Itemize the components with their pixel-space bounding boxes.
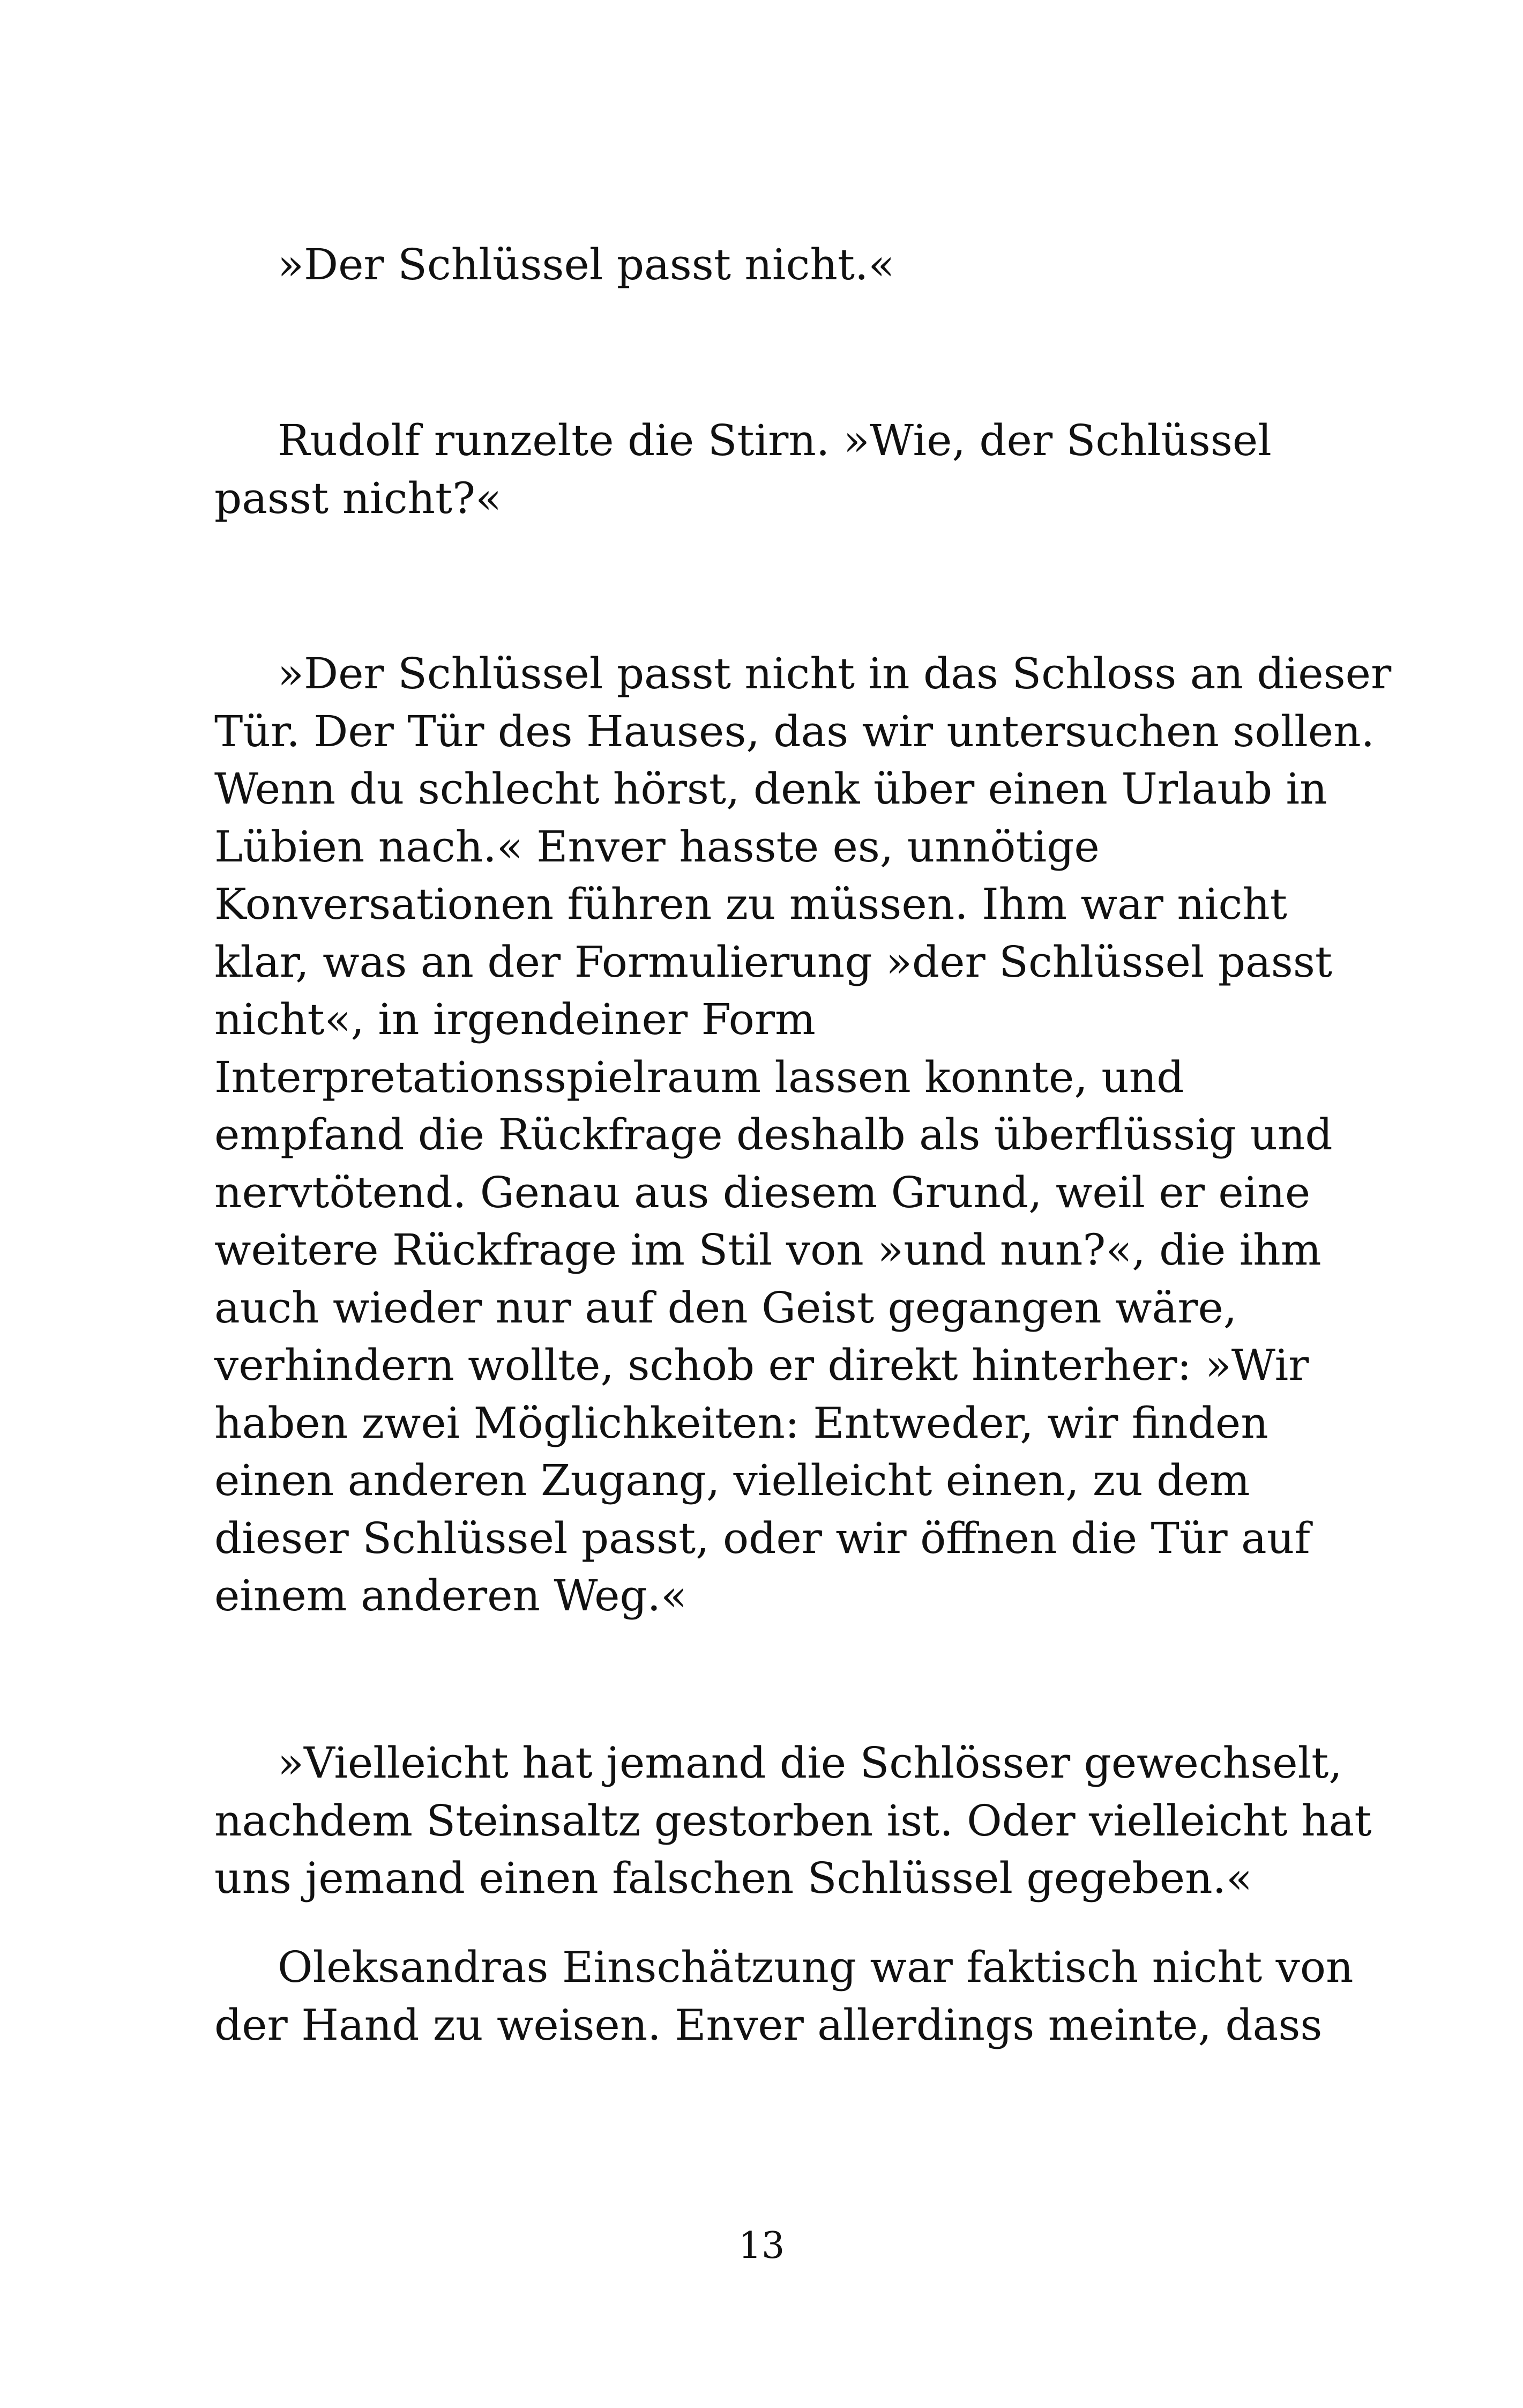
text-line: »Vielleicht hat jemand die Schlösser gewechselt, — [278, 1738, 1342, 1788]
text-line: empfand die Rückfrage deshalb als überflüssig und — [214, 1110, 1333, 1160]
text-line: nachdem Steinsaltz gestorben ist. Oder vielleicht hat — [214, 1795, 1372, 1846]
text-line: dieser Schlüssel passt, oder wir öffnen die Tür auf — [214, 1513, 1310, 1563]
paragraph-4 — [214, 1734, 1372, 1907]
text-line: passt nicht?« — [214, 473, 502, 523]
text-line: »Der Schlüssel passt nicht in das Schloss an dieser — [278, 649, 1392, 698]
text-line: haben zwei Möglichkeiten: Entweder, wir finden — [214, 1398, 1268, 1448]
text-line: einen anderen Zugang, vielleicht einen, zu dem — [214, 1455, 1250, 1505]
text-line: auch wieder nur auf den Geist gegangen wäre, — [214, 1282, 1237, 1333]
text-line: verhindern wollte, schob er direkt hinterher: »Wir — [214, 1340, 1309, 1390]
text-line: der Hand zu weisen. Enver allerdings meinte, dass — [214, 2000, 1323, 2050]
text-line: Konversationen führen zu müssen. Ihm war nicht — [214, 879, 1287, 929]
text-line: Interpretationsspielraum lassen konnte, und — [214, 1052, 1184, 1102]
text-line: »Der Schlüssel passt nicht.« — [278, 240, 895, 289]
text-line: Lübien nach.« Enver hasste es, unnötige — [214, 821, 1100, 872]
text-line: weitere Rückfrage im Stil von »und nun?«, die ihm — [214, 1225, 1322, 1275]
text-line: nervtötend. Genau aus diesem Grund, weil er eine — [214, 1167, 1311, 1217]
text-line: Wenn du schlecht hörst, denk über einen Urlaub in — [214, 764, 1327, 814]
text-line: einem anderen Weg.« — [214, 1571, 688, 1621]
text-line: uns jemand einen falschen Schlüssel gegeben.« — [214, 1853, 1252, 1903]
page-number: 13 — [738, 2225, 785, 2267]
paragraph-1 — [214, 236, 1318, 294]
text-line: Oleksandras Einschätzung war faktisch nicht von — [278, 1942, 1354, 1992]
text-line: Tür. Der Tür des Hauses, das wir untersuchen sollen. — [214, 706, 1375, 756]
text-line: klar, was an der Formulierung »der Schlüssel passt — [214, 937, 1333, 987]
paragraph-3 — [214, 645, 1392, 1625]
paragraph-2 — [214, 412, 1318, 527]
text-line: Rudolf runzelte die Stirn. »Wie, der Schlüssel — [278, 415, 1272, 465]
text-line: nicht«, in irgendeiner Form — [214, 994, 816, 1044]
paragraph-5 — [214, 1938, 1354, 2054]
